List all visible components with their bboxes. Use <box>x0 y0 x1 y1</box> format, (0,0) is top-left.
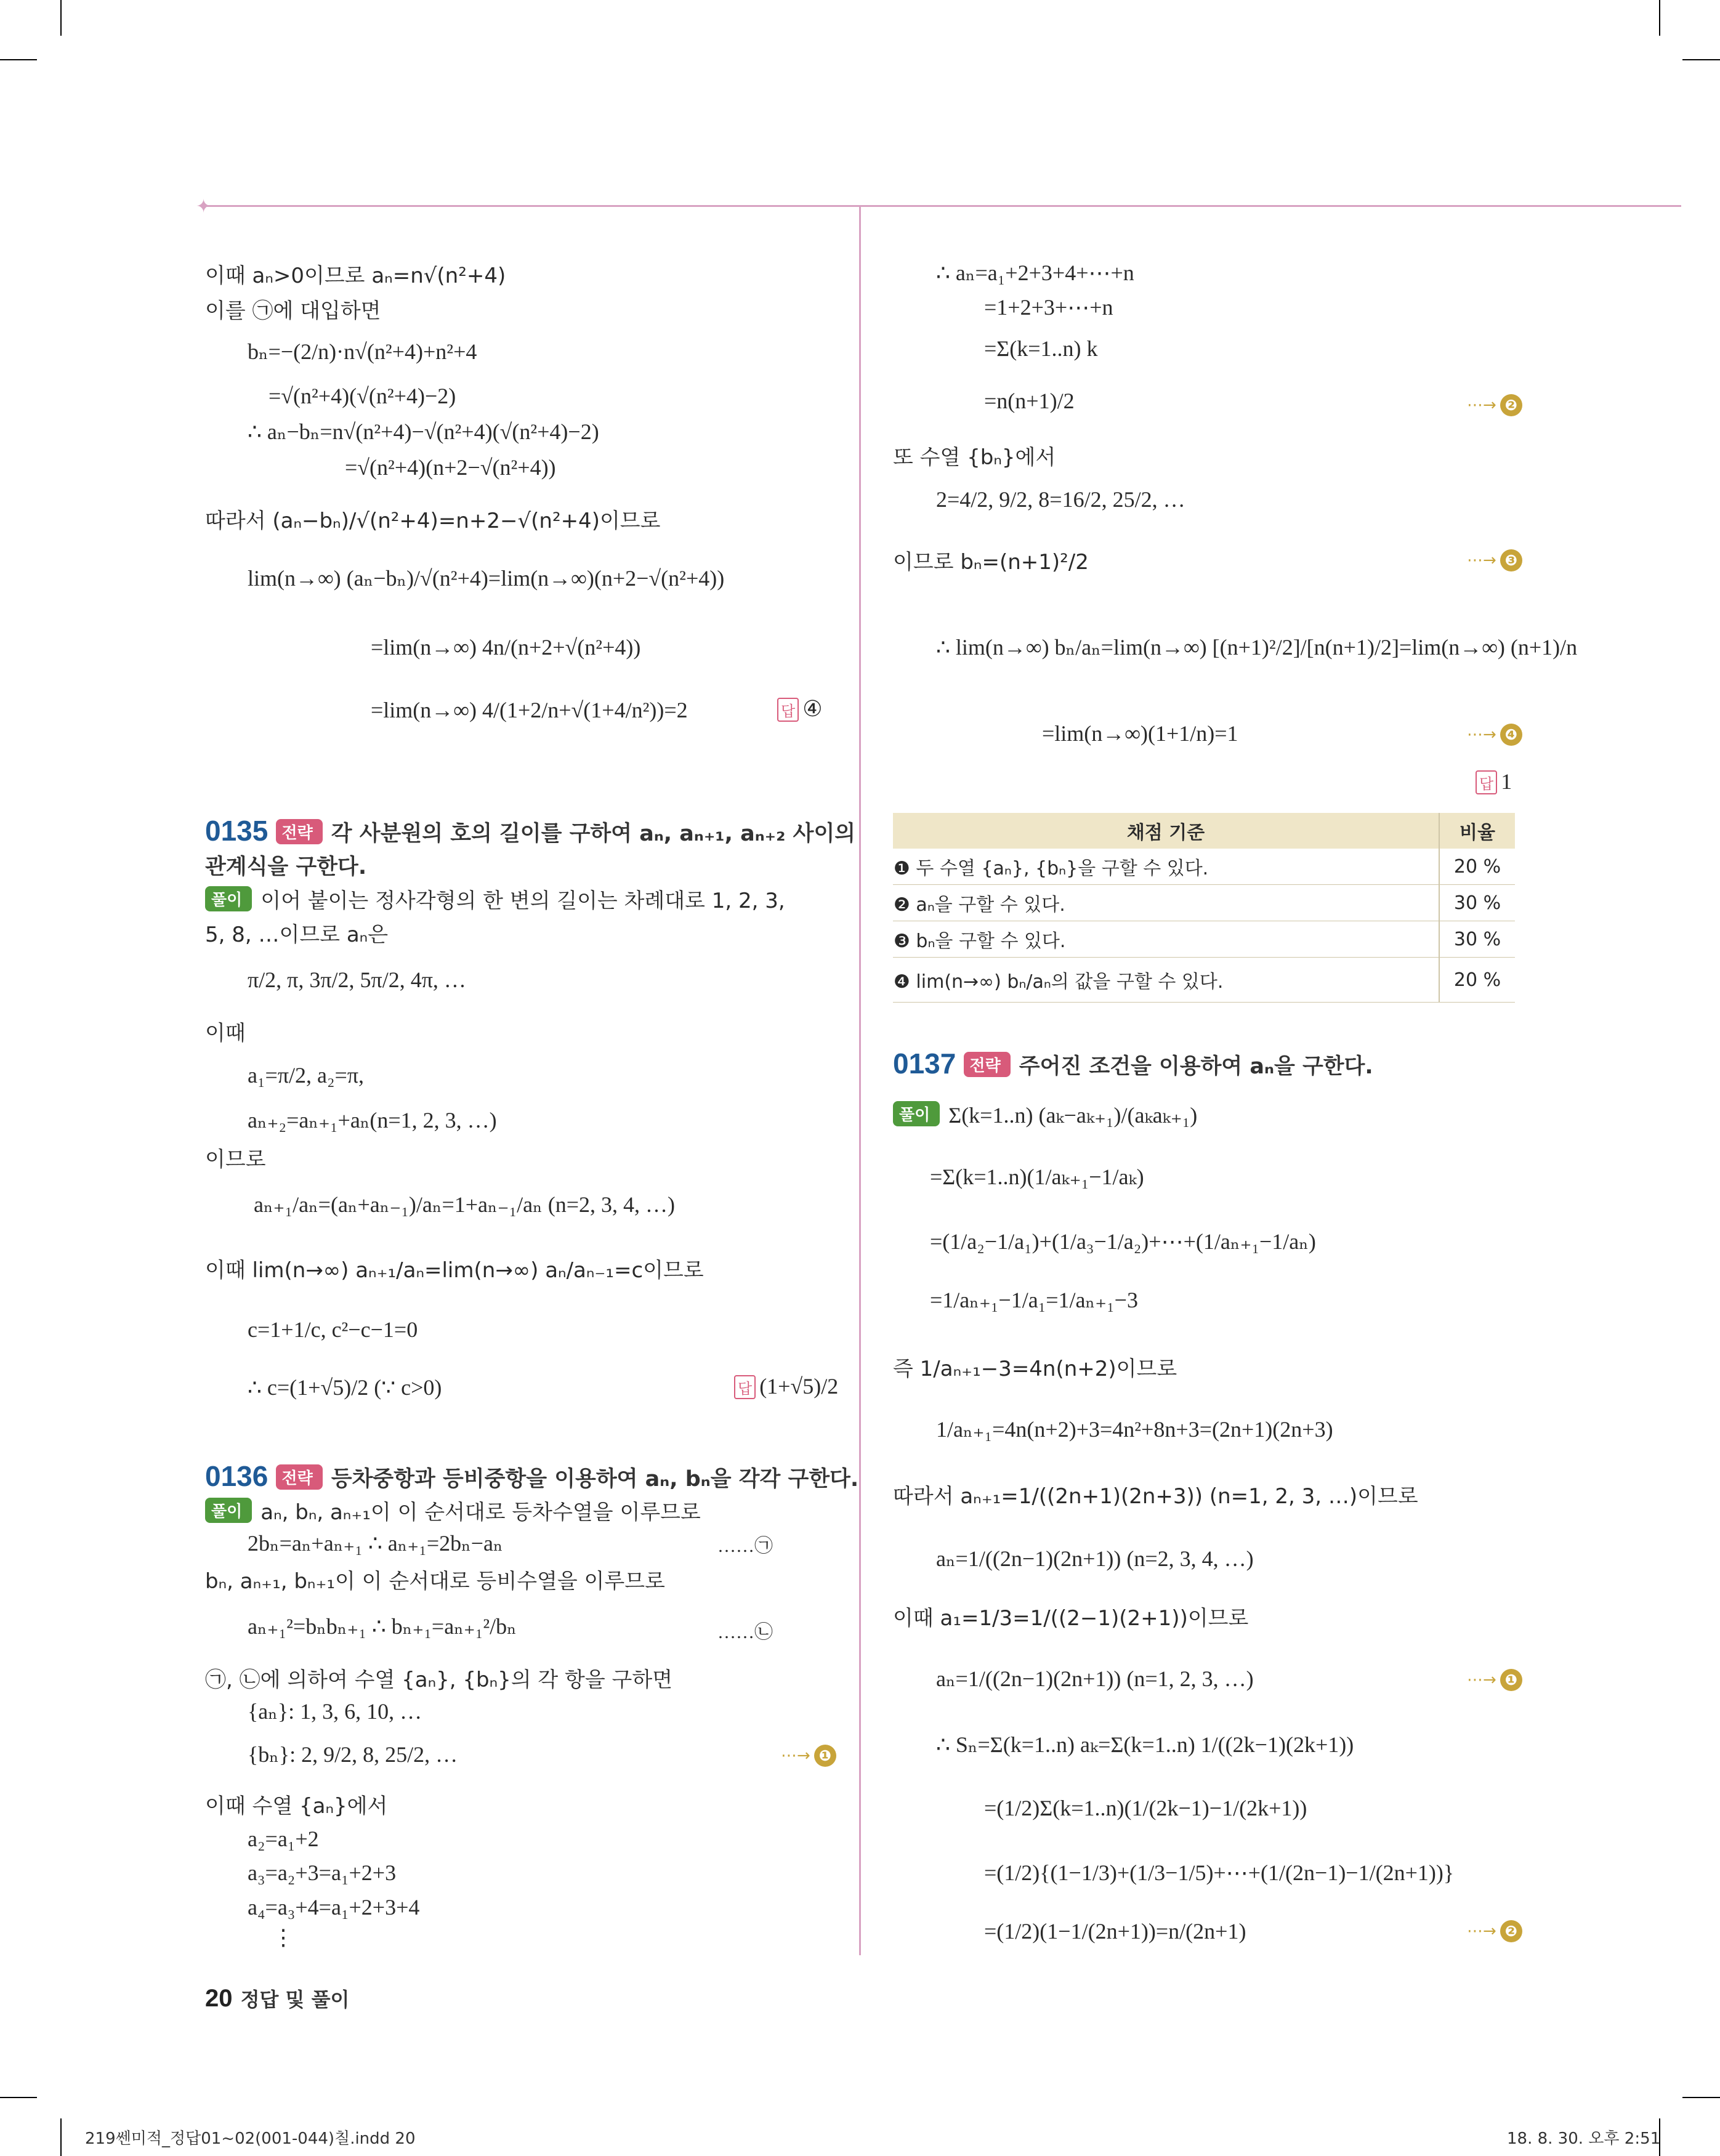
strategy-text: 각 사분원의 호의 길이를 구하여 aₙ, aₙ₊₁, aₙ₊₂ 사이의 <box>331 822 856 846</box>
math-line: {aₙ}: 1, 3, 6, 10, … <box>248 1699 422 1724</box>
math-line: ∴ Sₙ=Σ(k=1..n) aₖ=Σ(k=1..n) 1/((2k−1)(2k+1)) <box>936 1732 1354 1757</box>
math-line: =(1/a₂−1/a₁)+(1/a₃−1/a₂)+⋯+(1/aₙ₊₁−1/aₙ) <box>930 1229 1316 1254</box>
print-date: 18. 8. 30. 오후 2:51 <box>1507 2130 1661 2148</box>
step-number: ❹ <box>1500 724 1522 746</box>
answer-label: 답 <box>1476 770 1497 794</box>
step-number: ❷ <box>1500 394 1522 416</box>
table-cell: 20 % <box>1439 958 1515 1003</box>
step-marker: ⋯→ ❷ <box>1467 1920 1522 1942</box>
math-line: ㉠, ㉡에 의하여 수열 {aₙ}, {bₙ}의 각 항을 구하면 <box>205 1668 673 1692</box>
math-line: 따라서 aₙ₊₁=1/((2n+1)(2n+3)) (n=1, 2, 3, …)이므로 <box>893 1484 1418 1509</box>
crop-mark <box>0 59 37 60</box>
math-line: a₂=a₁+2 <box>248 1827 319 1851</box>
strategy-tag: 전략 <box>276 819 323 844</box>
math-line: =Σ(k=1..n)(1/aₖ₊₁−1/aₖ) <box>930 1165 1144 1189</box>
answer-value: 1 <box>1501 769 1512 794</box>
crop-mark <box>1659 0 1660 36</box>
math-line: 2bₙ=aₙ+aₙ₊₁ ∴ aₙ₊₁=2bₙ−aₙ <box>248 1531 503 1556</box>
answer-label: 답 <box>777 698 799 722</box>
math-line: 이때 lim(n→∞) aₙ₊₁/aₙ=lim(n→∞) aₙ/aₙ₋₁=c이므로 <box>205 1258 704 1283</box>
math-line: =(1/2){(1−1/3)+(1/3−1/5)+⋯+(1/(2n−1)−1/(2n+1))} <box>984 1860 1455 1885</box>
solution-tag: 풀이 <box>205 1498 252 1523</box>
math-line: bₙ=−(2/n)·n√(n²+4)+n²+4 <box>248 339 477 364</box>
equation-label: ……㉠ <box>717 1536 773 1556</box>
table-cell: ❸ bₙ을 구할 수 있다. <box>893 921 1439 958</box>
math-line: aₙ=1/((2n−1)(2n+1)) (n=1, 2, 3, …) <box>936 1666 1254 1691</box>
solution-tag: 풀이 <box>893 1101 940 1126</box>
answer-box <box>777 696 822 722</box>
math-line: =lim(n→∞) 4/(1+2/n+√(1+4/n²))=2 <box>371 698 688 722</box>
math-line: =(1/2)Σ(k=1..n)(1/(2k−1)−1/(2k+1)) <box>984 1796 1307 1820</box>
strategy-text: 관계식을 구한다. <box>205 855 367 879</box>
solution-text: Σ(k=1..n) (aₖ−aₖ₊₁)/(aₖaₖ₊₁) <box>948 1103 1198 1128</box>
math-line: 2=4/2, 9/2, 8=16/2, 25/2, … <box>936 487 1185 512</box>
math-line: =lim(n→∞)(1+1/n)=1 <box>1042 721 1238 746</box>
math-line: lim(n→∞) (aₙ−bₙ)/√(n²+4)=lim(n→∞)(n+2−√(n²+4)) <box>248 566 725 591</box>
math-line: 따라서 (aₙ−bₙ)/√(n²+4)=n+2−√(n²+4)이므로 <box>205 509 661 533</box>
crop-mark <box>1682 59 1720 60</box>
crop-mark <box>1682 2097 1720 2098</box>
math-line: a₁=π/2, a₂=π, <box>248 1063 365 1088</box>
strategy-tag: 전략 <box>276 1464 323 1490</box>
answer-box <box>734 1373 838 1399</box>
page-footer <box>205 1984 349 2013</box>
math-line: c=1+1/c, c²−c−1=0 <box>248 1317 418 1342</box>
section-title: 정답 및 풀이 <box>240 1988 350 2011</box>
step-marker: ⋯→ ❶ <box>1467 1669 1522 1691</box>
math-line: =√(n²+4)(n+2−√(n²+4)) <box>345 455 556 480</box>
math-line: ∴ lim(n→∞) bₙ/aₙ=lim(n→∞) [(n+1)²/2]/[n(n+1)/2]=lim(n→∞) (n+1)/n <box>936 635 1578 660</box>
table-cell: ❷ aₙ을 구할 수 있다. <box>893 885 1439 921</box>
problem-0135-header <box>205 814 855 847</box>
table-cell: 30 % <box>1439 921 1515 958</box>
solution-line <box>205 884 785 914</box>
math-line: =1+2+3+⋯+n <box>984 295 1113 320</box>
file-info: 219쎈미적_정답01~02(001-044)칠.indd 20 <box>85 2130 416 2148</box>
solution-text: aₙ, bₙ, aₙ₊₁이 이 순서대로 등차수열을 이루므로 <box>260 1500 701 1525</box>
solution-text: 이어 붙이는 정사각형의 한 변의 길이는 차례대로 1, 2, 3, <box>260 889 785 913</box>
problem-0137-header <box>893 1047 1373 1080</box>
grading-table <box>893 813 1515 1003</box>
answer-value: (1+√5)/2 <box>759 1374 839 1399</box>
math-line: 이를 ㉠에 대입하면 <box>205 299 381 323</box>
math-line: aₙ₊₁²=bₙbₙ₊₁ ∴ bₙ₊₁=aₙ₊₁²/bₙ <box>248 1614 517 1639</box>
page-number: 20 <box>205 1985 233 2012</box>
table-cell: ❶ 두 수열 {aₙ}, {bₙ}을 구할 수 있다. <box>893 849 1439 885</box>
problem-0136-header <box>205 1460 858 1493</box>
step-number: ❶ <box>1500 1669 1522 1691</box>
math-line: =Σ(k=1..n) k <box>984 336 1098 361</box>
table-header: 채점 기준 <box>893 813 1439 849</box>
math-line: 또 수열 {bₙ}에서 <box>893 445 1056 470</box>
math-line: 이때 수열 {aₙ}에서 <box>205 1794 388 1819</box>
math-line: 이때 a₁=1/3=1/((2−1)(2+1))이므로 <box>893 1606 1249 1631</box>
column-divider <box>859 206 861 1955</box>
table-header: 비율 <box>1439 813 1515 849</box>
step-number: ❶ <box>814 1745 836 1767</box>
math-line: =1/aₙ₊₁−1/a₁=1/aₙ₊₁−3 <box>930 1288 1138 1312</box>
step-marker: ⋯→ ❸ <box>1467 549 1522 571</box>
table-cell: ❹ lim(n→∞) bₙ/aₙ의 값을 구할 수 있다. <box>893 958 1439 1003</box>
table-cell: 20 % <box>1439 849 1515 885</box>
step-number: ❸ <box>1500 549 1522 571</box>
strategy-text: 등차중항과 등비중항을 이용하여 aₙ, bₙ을 각각 구한다. <box>331 1467 859 1492</box>
math-line: 이때 aₙ>0이므로 aₙ=n√(n²+4) <box>205 264 506 288</box>
math-line: =lim(n→∞) 4n/(n+2+√(n²+4)) <box>371 635 641 660</box>
crop-mark <box>60 0 62 36</box>
math-line: ∴ c=(1+√5)/2 (∵ c>0) <box>248 1375 442 1400</box>
solution-tag: 풀이 <box>205 886 252 911</box>
equation-label: ……㉡ <box>717 1622 773 1642</box>
step-marker: ⋯→ ❶ <box>781 1745 836 1767</box>
table-header-row <box>893 813 1515 849</box>
math-line: ∴ aₙ−bₙ=n√(n²+4)−√(n²+4)(√(n²+4)−2) <box>248 419 599 444</box>
answer-label: 답 <box>734 1375 756 1399</box>
math-line: aₙ₊₂=aₙ₊₁+aₙ(n=1, 2, 3, …) <box>248 1108 497 1133</box>
table-row <box>893 921 1515 958</box>
header-rule <box>203 205 1681 207</box>
problem-number: 0135 <box>205 815 268 847</box>
crop-mark <box>0 2097 37 2098</box>
math-line: a₄=a₃+4=a₁+2+3+4 <box>248 1895 420 1920</box>
math-line: 이므로 bₙ=(n+1)²/2 <box>893 550 1089 575</box>
step-marker: ⋯→ ❹ <box>1467 724 1522 746</box>
solution-line <box>893 1102 1197 1129</box>
math-line: 즉 1/aₙ₊₁−3=4n(n+2)이므로 <box>893 1357 1177 1381</box>
answer-box <box>1476 769 1512 794</box>
step-marker: ⋯→ ❷ <box>1467 394 1522 416</box>
math-line: =√(n²+4)(√(n²+4)−2) <box>268 384 456 408</box>
crop-mark <box>60 2118 62 2156</box>
math-line: ∴ aₙ=a₁+2+3+4+⋯+n <box>936 260 1134 285</box>
table-row <box>893 849 1515 885</box>
table-row <box>893 958 1515 1003</box>
math-line: 5, 8, …이므로 aₙ은 <box>205 923 389 947</box>
step-number: ❷ <box>1500 1920 1522 1942</box>
problem-number: 0136 <box>205 1460 268 1492</box>
math-line: aₙ₊₁/aₙ=(aₙ+aₙ₋₁)/aₙ=1+aₙ₋₁/aₙ (n=2, 3, 4, …) <box>254 1192 675 1217</box>
header-star-icon: ✦ <box>196 196 212 217</box>
math-line: ⋮ <box>272 1925 294 1950</box>
table-cell: 30 % <box>1439 885 1515 921</box>
math-line: 1/aₙ₊₁=4n(n+2)+3=4n²+8n+3=(2n+1)(2n+3) <box>936 1417 1333 1442</box>
table-row <box>893 885 1515 921</box>
math-line: bₙ, aₙ₊₁, bₙ₊₁이 이 순서대로 등비수열을 이루므로 <box>205 1569 665 1594</box>
math-line: a₃=a₂+3=a₁+2+3 <box>248 1860 397 1885</box>
answer-value: ④ <box>802 696 823 721</box>
solution-line <box>205 1495 701 1525</box>
strategy-tag: 전략 <box>964 1052 1011 1077</box>
math-line: =(1/2)(1−1/(2n+1))=n/(2n+1) <box>984 1919 1246 1944</box>
problem-number: 0137 <box>893 1048 956 1080</box>
math-line: aₙ=1/((2n−1)(2n+1)) (n=2, 3, 4, …) <box>936 1546 1254 1571</box>
math-line: =n(n+1)/2 <box>984 389 1075 413</box>
math-line: 이므로 <box>205 1147 266 1172</box>
math-line: {bₙ}: 2, 9/2, 8, 25/2, … <box>248 1742 458 1767</box>
math-line: π/2, π, 3π/2, 5π/2, 4π, … <box>248 967 466 992</box>
math-line: 이때 <box>205 1021 246 1046</box>
strategy-text: 주어진 조건을 이용하여 aₙ을 구한다. <box>1019 1054 1373 1079</box>
